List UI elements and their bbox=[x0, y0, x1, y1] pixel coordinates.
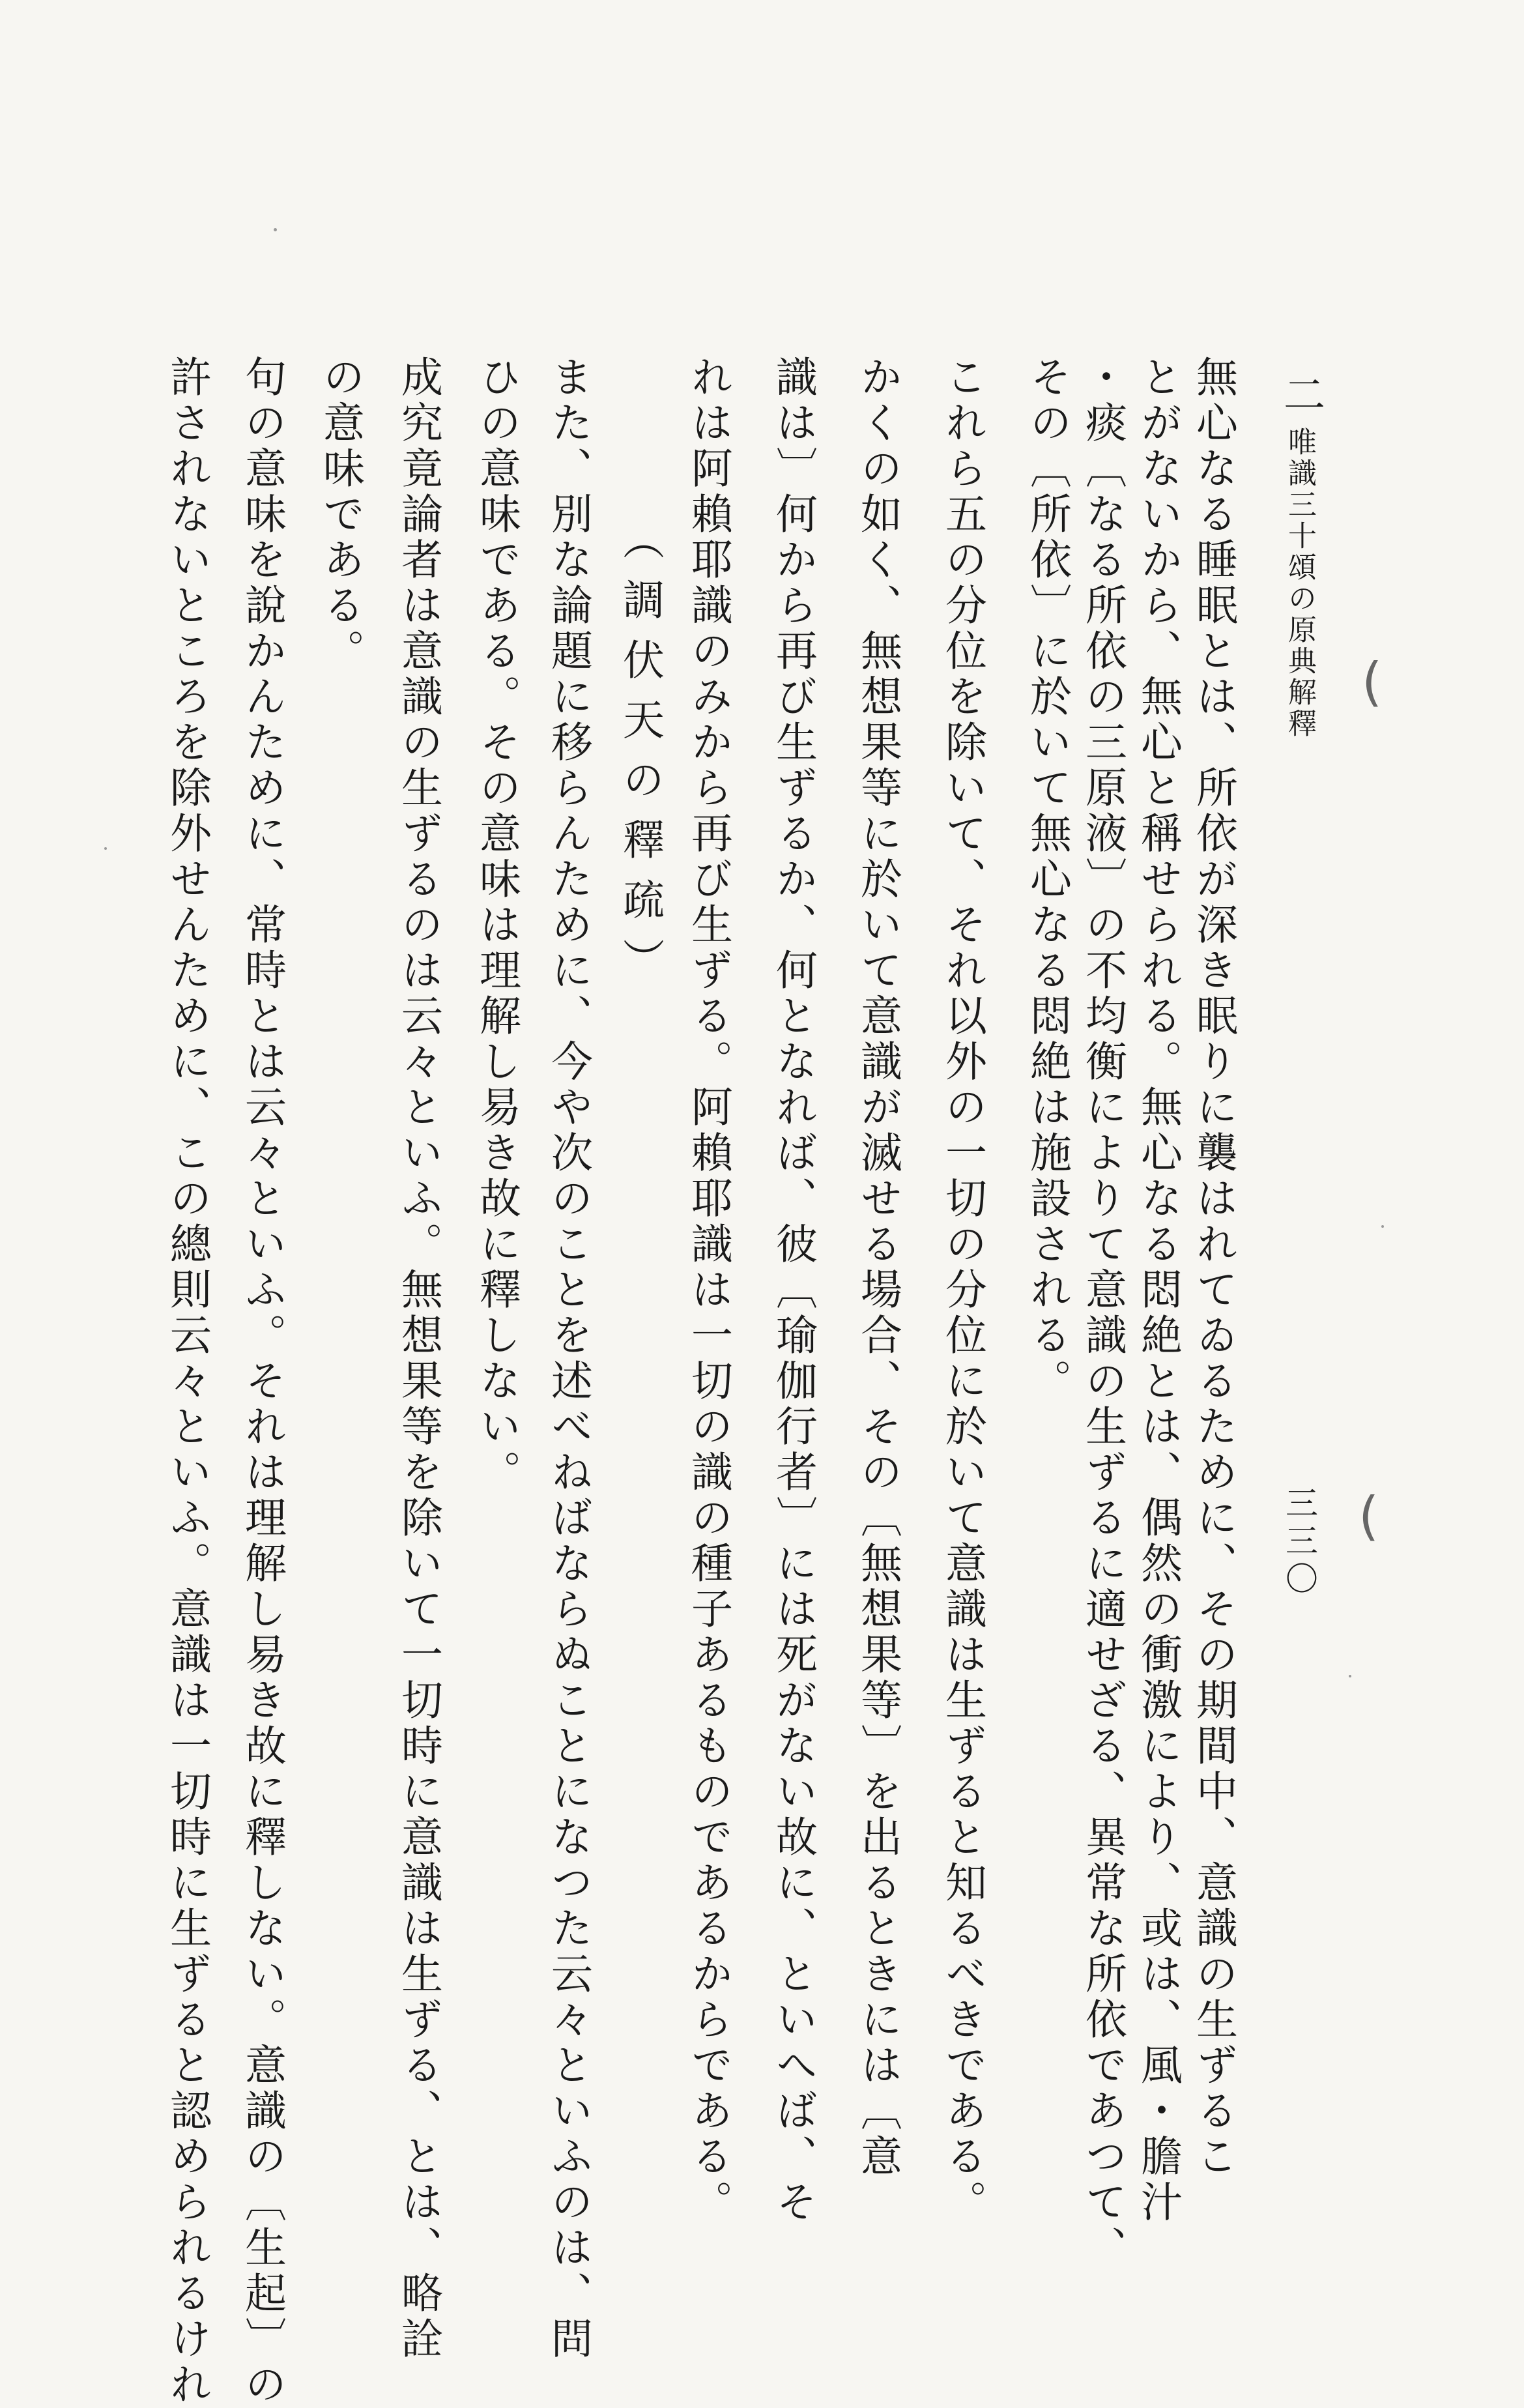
margin-mark-2: ( bbox=[1359, 1486, 1379, 1546]
page-number: 三三〇 bbox=[1280, 1486, 1318, 1599]
text-line-10: また、別な論題に移らんために、今や次のことを述べねばならぬことになつた云々といふのは、問 bbox=[544, 355, 592, 2362]
text-line-13: の意味である。 bbox=[316, 355, 364, 675]
running-title: 唯識三十頌の原典解釋 bbox=[1283, 427, 1316, 740]
scan-speck bbox=[104, 847, 107, 850]
section-heading: （調伏天の釋疏） bbox=[616, 518, 664, 998]
text-line-3: ・痰〔なる所依の三原液〕の不均衡によりて意識の生ずるに適せざる、異常な所依であつて、 bbox=[1078, 355, 1127, 2271]
text-line-14: 句の意味を說かんために、常時とは云々といふ。それは理解し易き故に釋しない。意識の〔生起〕の bbox=[238, 355, 286, 2408]
text-line-12: 成究竟論者は意識の生ずるのは云々といふ。無想果等を除いて一切時に意識は生ずる、とは、略詮 bbox=[394, 355, 442, 2362]
scan-speck bbox=[1381, 1225, 1384, 1228]
scan-speck bbox=[1349, 1675, 1351, 1677]
margin-mark-1: ( bbox=[1362, 652, 1383, 712]
text-line-15: 許されないところを除外せんために、この總則云々といふ。意識は一切時に生ずると認められるけれ bbox=[163, 355, 211, 2408]
text-line-6: かくの如く、無想果等に於いて意識が滅せる場合、その〔無想果等〕を出るときには〔意 bbox=[854, 355, 902, 2180]
section-number: 二 bbox=[1276, 373, 1325, 414]
text-line-4: その〔所依〕に於いて無心なる悶絶は施設される。 bbox=[1023, 355, 1071, 1404]
text-line-8: れは阿賴耶識のみから再び生ずる。阿賴耶識は一切の識の種子あるものであるからである。 bbox=[684, 355, 732, 2226]
text-line-2: とがないから、無心と稱せられる。無心なる悶絶とは、偶然の衝激により、或は、風・膽汁 bbox=[1134, 355, 1182, 2226]
text-line-11: ひの意味である。その意味は理解し易き故に釋しない。 bbox=[472, 355, 521, 1496]
text-line-7: 識は〕何から再び生ずるか、何となれば、彼〔瑜伽行者〕には死がない故に、といへば、そ bbox=[769, 355, 817, 2226]
text-line-1: 無心なる睡眠とは、所依が深き眠りに襲はれてゐるために、その期間中、意識の生ずるこ bbox=[1189, 355, 1237, 2180]
text-line-5: これら五の分位を除いて、それ以外の一切の分位に於いて意識は生ずると知るべきである。 bbox=[938, 355, 986, 2226]
scan-speck bbox=[274, 228, 277, 231]
